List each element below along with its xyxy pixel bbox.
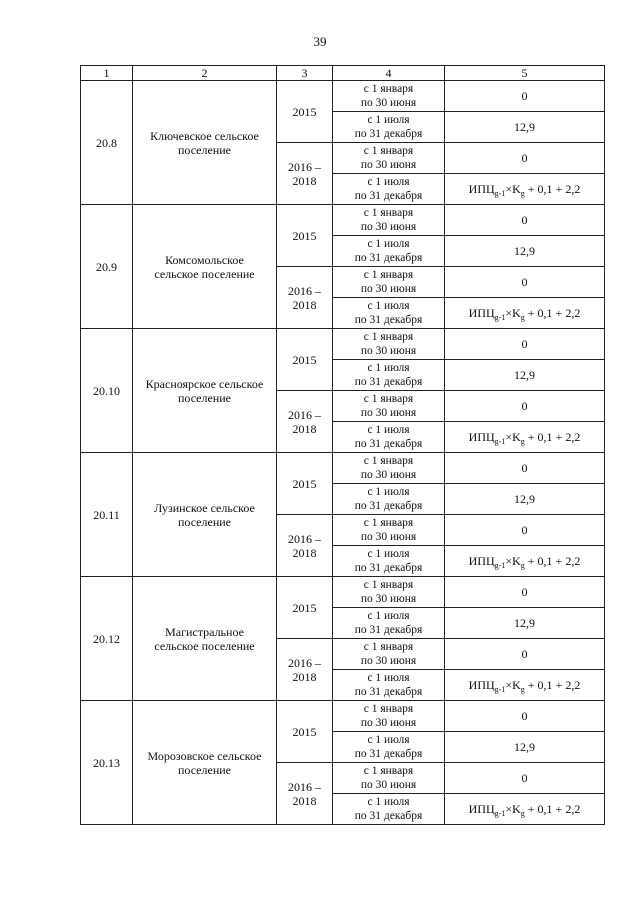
text-line: по 31 декабря: [354, 128, 423, 140]
text-line: Магистральное: [165, 624, 244, 639]
formula-text: ×K: [505, 554, 521, 568]
row-number: 20.11: [81, 453, 133, 577]
text-line: с 1 января: [363, 207, 414, 219]
value-cell: 0: [445, 205, 605, 236]
formula-subscript: g-1: [494, 809, 506, 818]
year-cell: [277, 763, 333, 825]
row-number: 20.9: [81, 205, 133, 329]
text-line: поселение: [177, 142, 231, 157]
text-line: с 1 июля: [367, 238, 410, 250]
text-line: по 30 июня: [360, 283, 417, 295]
year-cell: 2015: [277, 329, 333, 391]
text-line: поселение: [177, 514, 231, 529]
header-cell: 5: [445, 66, 605, 81]
year-cell: 2015: [277, 577, 333, 639]
text-line: с 1 июля: [367, 176, 410, 188]
table-row: [81, 701, 605, 732]
text-line: по 31 декабря: [354, 252, 423, 264]
formula-subscript: g: [520, 189, 525, 198]
formula-text: ИПЦ: [468, 182, 495, 196]
period-cell: [333, 267, 445, 298]
formula-text: + 0,1 + 2,2: [524, 182, 581, 196]
period-cell: [333, 205, 445, 236]
period-cell: [333, 453, 445, 484]
year-cell: [277, 267, 333, 329]
text-line: по 31 декабря: [354, 810, 423, 822]
text-line: 2018: [292, 669, 317, 684]
formula-text: ИПЦ: [468, 306, 495, 320]
period-cell: [333, 639, 445, 670]
formula: [469, 306, 581, 320]
period-cell: [333, 763, 445, 794]
text-line: с 1 января: [363, 703, 414, 715]
text-line: с 1 июля: [367, 486, 410, 498]
table-row: [81, 205, 605, 236]
period-cell: [333, 298, 445, 329]
text-line: с 1 июля: [367, 734, 410, 746]
row-number: 20.8: [81, 81, 133, 205]
table-row: [81, 329, 605, 360]
value-cell: 12,9: [445, 112, 605, 143]
value-cell: 0: [445, 701, 605, 732]
text-line: Лузинское сельское: [154, 500, 255, 515]
text-line: с 1 июля: [367, 424, 410, 436]
period-cell: [333, 391, 445, 422]
value-cell: [445, 546, 605, 577]
settlement-name: [133, 701, 277, 825]
text-line: Морозовское сельское: [147, 748, 262, 763]
text-line: с 1 июля: [367, 610, 410, 622]
formula-subscript: g: [520, 809, 525, 818]
text-line: с 1 января: [363, 145, 414, 157]
text-line: по 30 июня: [360, 345, 417, 357]
year-cell: 2015: [277, 81, 333, 143]
formula: [469, 554, 581, 568]
period-cell: [333, 515, 445, 546]
header-cell: 2: [133, 66, 277, 81]
formula-text: ИПЦ: [468, 430, 495, 444]
period-cell: [333, 546, 445, 577]
value-cell: 0: [445, 453, 605, 484]
period-cell: [333, 484, 445, 515]
text-line: 2016 –: [288, 407, 321, 422]
formula-text: + 0,1 + 2,2: [524, 430, 581, 444]
period-cell: [333, 422, 445, 453]
year-cell: [277, 515, 333, 577]
period-cell: [333, 732, 445, 763]
value-cell: [445, 174, 605, 205]
row-number: 20.12: [81, 577, 133, 701]
formula-text: ×K: [505, 306, 521, 320]
value-cell: 12,9: [445, 484, 605, 515]
text-line: по 31 декабря: [354, 686, 423, 698]
text-line: по 31 декабря: [354, 748, 423, 760]
table-row: [81, 577, 605, 608]
period-cell: [333, 794, 445, 825]
formula-subscript: g-1: [494, 561, 506, 570]
text-line: поселение: [177, 762, 231, 777]
formula-text: ИПЦ: [468, 802, 495, 816]
text-line: с 1 января: [363, 765, 414, 777]
formula-subscript: g-1: [494, 313, 506, 322]
value-cell: 12,9: [445, 236, 605, 267]
year-cell: [277, 143, 333, 205]
value-cell: 0: [445, 81, 605, 112]
text-line: 2016 –: [288, 531, 321, 546]
text-line: с 1 января: [363, 579, 414, 591]
text-line: по 30 июня: [360, 407, 417, 419]
text-line: по 30 июня: [360, 779, 417, 791]
text-line: с 1 июля: [367, 672, 410, 684]
header-cell: 3: [277, 66, 333, 81]
value-cell: [445, 670, 605, 701]
text-line: 2018: [292, 421, 317, 436]
year-cell: 2015: [277, 453, 333, 515]
text-line: по 31 декабря: [354, 376, 423, 388]
value-cell: 0: [445, 143, 605, 174]
value-cell: 12,9: [445, 608, 605, 639]
period-cell: [333, 670, 445, 701]
table-row: [81, 81, 605, 112]
text-line: с 1 июля: [367, 796, 410, 808]
formula: [469, 182, 581, 196]
formula-subscript: g: [520, 437, 525, 446]
text-line: Красноярское сельское: [145, 376, 264, 391]
text-line: по 31 декабря: [354, 624, 423, 636]
text-line: 2016 –: [288, 779, 321, 794]
formula: [469, 678, 581, 692]
text-line: 2018: [292, 297, 317, 312]
text-line: по 30 июня: [360, 97, 417, 109]
text-line: Комсомольское: [165, 252, 244, 267]
text-line: с 1 января: [363, 269, 414, 281]
text-line: 2016 –: [288, 655, 321, 670]
text-line: с 1 января: [363, 641, 414, 653]
text-line: 2016 –: [288, 159, 321, 174]
settlement-name: [133, 205, 277, 329]
settlement-name: [133, 81, 277, 205]
text-line: по 30 июня: [360, 655, 417, 667]
formula-subscript: g: [520, 685, 525, 694]
value-cell: [445, 298, 605, 329]
settlement-name: [133, 329, 277, 453]
text-line: 2018: [292, 545, 317, 560]
value-cell: 12,9: [445, 732, 605, 763]
header-row: [81, 66, 605, 81]
text-line: 2018: [292, 793, 317, 808]
year-cell: 2015: [277, 205, 333, 267]
text-line: по 31 декабря: [354, 438, 423, 450]
page-number: 39: [313, 34, 327, 49]
text-line: по 31 декабря: [354, 500, 423, 512]
formula-text: ИПЦ: [468, 678, 495, 692]
text-line: сельское поселение: [154, 266, 255, 281]
settlement-name: [133, 577, 277, 701]
tariff-table: [80, 65, 605, 825]
formula-text: + 0,1 + 2,2: [524, 306, 581, 320]
text-line: с 1 января: [363, 393, 414, 405]
text-line: с 1 января: [363, 331, 414, 343]
value-cell: [445, 422, 605, 453]
formula-text: ИПЦ: [468, 554, 495, 568]
period-cell: [333, 360, 445, 391]
period-cell: [333, 329, 445, 360]
year-cell: [277, 639, 333, 701]
formula: [469, 802, 581, 816]
formula-subscript: g: [520, 313, 525, 322]
value-cell: 0: [445, 577, 605, 608]
text-line: с 1 июля: [367, 548, 410, 560]
formula-subscript: g-1: [494, 189, 506, 198]
text-line: 2016 –: [288, 283, 321, 298]
header-cell: 1: [81, 66, 133, 81]
text-line: по 31 декабря: [354, 190, 423, 202]
text-line: с 1 июля: [367, 114, 410, 126]
text-line: с 1 января: [363, 83, 414, 95]
year-cell: [277, 391, 333, 453]
row-number: 20.13: [81, 701, 133, 825]
value-cell: 12,9: [445, 360, 605, 391]
period-cell: [333, 608, 445, 639]
text-line: сельское поселение: [154, 638, 255, 653]
header-cell: 4: [333, 66, 445, 81]
value-cell: 0: [445, 391, 605, 422]
text-line: по 31 декабря: [354, 562, 423, 574]
row-number: 20.10: [81, 329, 133, 453]
period-cell: [333, 236, 445, 267]
text-line: по 30 июня: [360, 221, 417, 233]
formula-subscript: g-1: [494, 437, 506, 446]
value-cell: 0: [445, 515, 605, 546]
text-line: по 31 декабря: [354, 314, 423, 326]
text-line: по 30 июня: [360, 159, 417, 171]
formula: [469, 430, 581, 444]
value-cell: 0: [445, 267, 605, 298]
formula-text: + 0,1 + 2,2: [524, 678, 581, 692]
formula-text: + 0,1 + 2,2: [524, 554, 581, 568]
period-cell: [333, 81, 445, 112]
year-cell: 2015: [277, 701, 333, 763]
period-cell: [333, 577, 445, 608]
text-line: поселение: [177, 390, 231, 405]
period-cell: [333, 143, 445, 174]
period-cell: [333, 174, 445, 205]
text-line: по 30 июня: [360, 531, 417, 543]
text-line: по 30 июня: [360, 469, 417, 481]
formula-text: ×K: [505, 182, 521, 196]
formula-text: ×K: [505, 678, 521, 692]
text-line: с 1 января: [363, 455, 414, 467]
text-line: Ключевское сельское: [150, 128, 259, 143]
text-line: по 30 июня: [360, 593, 417, 605]
text-line: по 30 июня: [360, 717, 417, 729]
formula-subscript: g-1: [494, 685, 506, 694]
text-line: с 1 июля: [367, 362, 410, 374]
formula-subscript: g: [520, 561, 525, 570]
value-cell: 0: [445, 329, 605, 360]
value-cell: 0: [445, 639, 605, 670]
period-cell: [333, 701, 445, 732]
text-line: с 1 января: [363, 517, 414, 529]
table-row: [81, 453, 605, 484]
formula-text: ×K: [505, 802, 521, 816]
settlement-name: [133, 453, 277, 577]
period-cell: [333, 112, 445, 143]
formula-text: + 0,1 + 2,2: [524, 802, 581, 816]
value-cell: 0: [445, 763, 605, 794]
text-line: с 1 июля: [367, 300, 410, 312]
formula-text: ×K: [505, 430, 521, 444]
text-line: 2018: [292, 173, 317, 188]
value-cell: [445, 794, 605, 825]
